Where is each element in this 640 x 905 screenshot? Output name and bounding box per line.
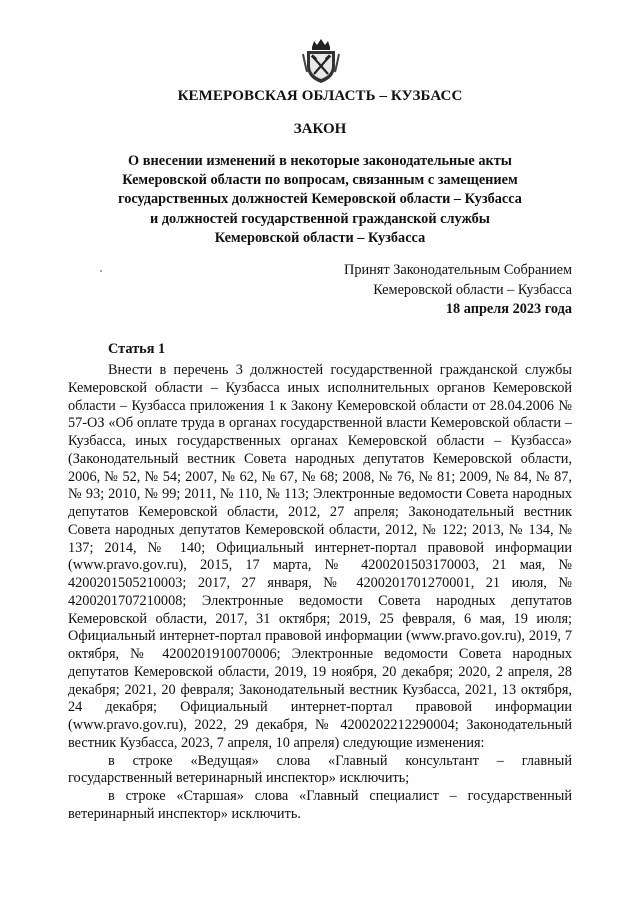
adoption-line: Принят Законодательным Собранием xyxy=(344,262,572,278)
law-title-line: Кемеровской области по вопросам, связанным с замещением xyxy=(122,172,518,189)
adoption-block xyxy=(344,261,572,320)
law-title-line: О внесении изменений в некоторые законодательные акты xyxy=(128,153,512,169)
article-body xyxy=(68,362,572,824)
law-title-line: Кемеровской области – Кузбасса xyxy=(214,229,426,246)
adoption-date: 18 апреля 2023 года xyxy=(445,301,572,317)
region-name: КЕМЕРОВСКАЯ ОБЛАСТЬ – КУЗБАСС xyxy=(177,88,463,104)
coat-of-arms-emblem xyxy=(302,38,340,84)
adoption-line: Кемеровской области – Кузбасса xyxy=(373,281,572,298)
article-paragraph: Внести в перечень 3 должностей государственной гражданской службы Кемеровской области – Кузбасса иных исполнительных органов Кемеровской области – Кузбасса приложения 1 к Закону Кемеровской области от 28.04.2006 № 57-ОЗ «Об оплате труда в органах государственной власти Кемеровской области – Кузбасса, иных государственных органах Кемеровской области – Кузбасса» (Законодательный вестник Совета народных депутатов Кемеровской области, 2006, № 52, № 54; 2007, № 62, № 67, № 68; 2008, № 76, № 81; 2009, № 84, № 87, № 93; 2010, № 99; 2011, № 110, № 113; Электронные ведомости Совета народных депутатов Кемеровской области, 2012, 27 апреля; Законодательный вестник Совета народных депутатов Кемеровской области, 2012, № 122; 2013, № 134, № 137; 2014, № 140; Официальный интернет-портал правовой информации (www.pravo.gov.ru), 2015, 17 марта, № 4200201503170003, 21 мая, № 4200201505210003; 2017, 27 января, № 4200201701270001, 21 июля, № 4200201707210008; Электронные ведомости Совета народных депутатов Кемеровской области, 2017, 31 октября; 2019, 25 февраля, 6 мая, 19 июля; Официальный интернет-портал правовой информации (www.pravo.gov.ru), 2019, 7 октября, № 4200201910070006; Электронные ведомости Совета народных депутатов Кемеровской области, 2019, 19 ноября, 20 декабря; 2020, 2 апреля, 28 декабря; 2021, 20 февраля; Законодательный вестник Кузбасса, 2021, 13 октября, 24 декабря; Официальный интернет-портал правовой информации (www.pravo.gov.ru), 2022, 29 декабря, № 4200202212290004; Законодательный вестник Кузбасса, 2023, 7 апреля, 10 апреля) следующие изменения: xyxy=(68,362,572,751)
scan-speck xyxy=(100,270,102,272)
article-paragraph: в строке «Ведущая» слова «Главный консультант – главный государственный ветеринарный инспектор» исключить; xyxy=(68,752,572,787)
law-title xyxy=(80,152,560,248)
article-heading: Статья 1 xyxy=(108,341,166,357)
law-title-line: государственных должностей Кемеровской области – Кузбасса xyxy=(118,191,522,208)
law-title-line: и должностей государственной гражданской службы xyxy=(150,210,490,227)
document-type: ЗАКОН xyxy=(293,121,347,137)
article-paragraph: в строке «Старшая» слова «Главный специалист – государственный ветеринарный инспектор» исключить. xyxy=(68,788,572,822)
